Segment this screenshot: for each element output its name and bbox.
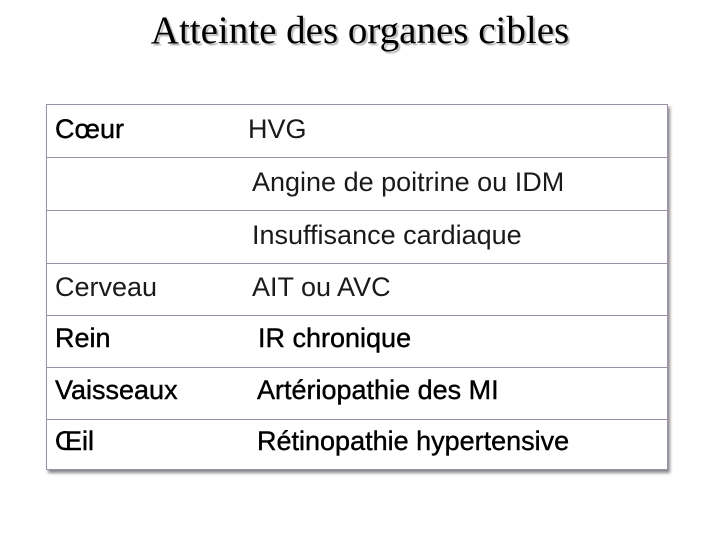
condition-cell: Insuffisance cardiaque — [252, 220, 522, 250]
slide-title: Atteinte des organes cibles — [150, 9, 570, 52]
table-row — [47, 420, 667, 469]
table-row — [47, 211, 667, 264]
organ-cell: Cerveau — [55, 272, 158, 302]
condition-cell: IR chronique — [258, 323, 412, 353]
table-row — [47, 368, 667, 420]
organ-cell: Rein — [55, 323, 111, 353]
organ-cell: Vaisseaux — [55, 375, 178, 405]
table-row — [47, 264, 667, 316]
condition-cell: AIT ou AVC — [252, 272, 391, 302]
condition-cell: Angine de poitrine ou IDM — [252, 167, 565, 197]
table-row — [47, 316, 667, 368]
condition-cell: Rétinopathie hypertensive — [257, 426, 570, 456]
condition-cell: HVG — [248, 114, 307, 144]
table-row — [47, 158, 667, 211]
condition-cell: Artériopathie des MI — [257, 375, 499, 405]
organ-cell: Œil — [55, 426, 94, 456]
organ-cell: Cœur — [55, 114, 124, 144]
organ-table — [46, 104, 668, 470]
table-row — [47, 105, 667, 158]
